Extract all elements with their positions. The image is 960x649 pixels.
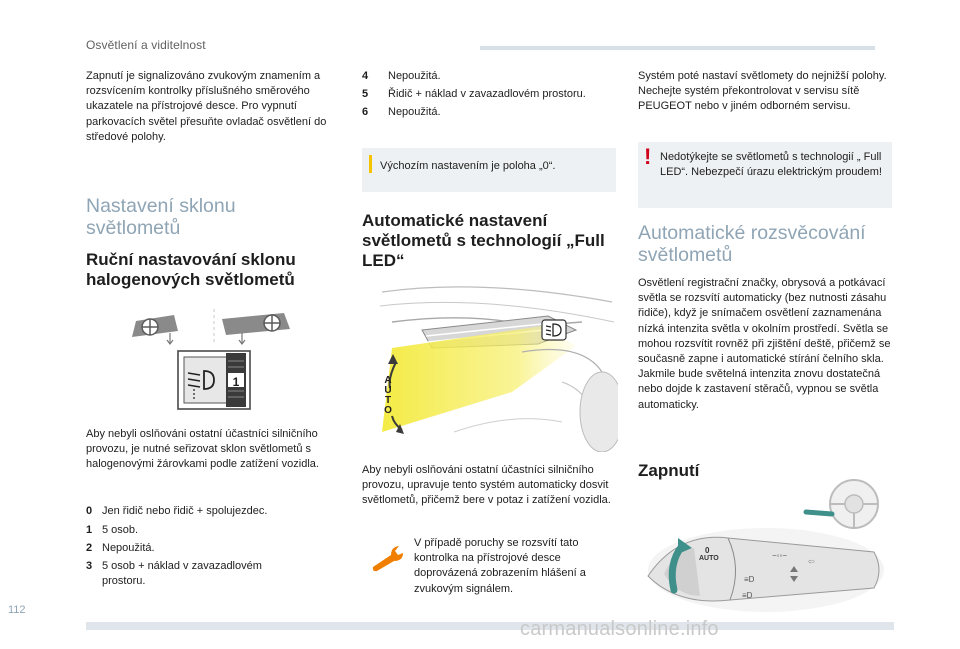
dial-value: 1 <box>232 375 240 389</box>
position-row <box>362 105 618 120</box>
header-title: Osvětlení a viditelnost <box>86 38 206 52</box>
position-text: 5 osob. <box>102 524 139 536</box>
info-box <box>362 148 616 192</box>
col1-subsection-title: Ruční nastavování sklonu halogenových světlometů <box>86 250 296 289</box>
col3-section-title: Automatické rozsvěcování světlometů <box>638 222 866 266</box>
wrench-icon <box>367 543 407 573</box>
col2-body: Aby nebyli oslňováni ostatní účastníci silničního provozu, upravuje tento systém automaticky dosvit světlometů, přičemž bere v potaz i zatížení vozidla. <box>362 464 611 507</box>
position-row <box>86 541 344 556</box>
position-text: Nepoužitá. <box>388 70 441 82</box>
position-number: 3 <box>86 560 93 572</box>
svg-text:≡D: ≡D <box>744 575 755 584</box>
fault-note: V případě poruchy se rozsvítí tato kontrolka na přístrojové desce doprovázená zobrazením hlášení a zvukovým signálem. <box>414 537 586 595</box>
col3-intro: Systém poté nastaví světlomety do nejnižší polohy. Nechejte systém překontrolovat v servisu sítě PEUGEOT nebo v jiném odborném servisu. <box>638 70 887 113</box>
col3-body: Osvětlení registrační značky, obrysová a potkávací světla se rozsvítí automaticky (bez nutnosti zásahu řidiče), když je snímačem osvětlení zaznamenána nízká intenzita světla v okolním prostředí. Světla se mohou rozsvítit rovněž při zjištění deště, přičemž se současně zapne i automatické stírání čelního skla. Jakmile bude světelná intenzita znovu dostatečná nebo dojde k zastavení stěračů, vypnou se světla automaticky. <box>638 277 891 411</box>
position-number: 2 <box>86 542 93 554</box>
col1-intro: Zapnutí je signalizováno zvukovým znamením a rozsvícením kontrolky příslušného směrového ukazatele na přístrojové desce. Pro vypnutí parkovacích světel přesuňte ovladač osvětlení do středové polohy. <box>86 70 327 143</box>
stalk-label-off: 0 <box>705 546 710 555</box>
svg-text:−◦◦−: −◦◦− <box>772 551 788 560</box>
page-number: 112 <box>8 604 26 616</box>
headlamp-leveling-illustration <box>130 305 300 411</box>
position-number: 1 <box>86 524 93 536</box>
stalk-label-auto: AUTO <box>699 555 719 562</box>
position-text: Nepoužitá. <box>388 106 441 118</box>
position-row <box>86 559 286 589</box>
position-text: Nepoužitá. <box>102 542 155 554</box>
col3-subsection-title: Zapnutí <box>638 461 700 480</box>
col1-body: Aby nebyli oslňováni ostatní účastníci silničního provozu, je nutné seřizovat sklon světlometů s halogenovými žárovkami podle zatížení vozidla. <box>86 428 319 471</box>
position-row <box>86 523 344 538</box>
position-number: 6 <box>362 106 369 118</box>
position-number: 0 <box>86 505 93 517</box>
position-text: Jen řidič nebo řidič + spolujezdec. <box>102 505 268 517</box>
position-row <box>362 69 618 84</box>
footer-rule <box>86 622 894 630</box>
lighting-stalk-illustration <box>638 478 894 614</box>
position-number: 4 <box>362 70 369 82</box>
warning-icon: ! <box>644 144 652 169</box>
header-rule <box>480 46 875 50</box>
position-text: 5 osob + náklad v zavazadlovém prostoru. <box>102 560 262 587</box>
watermark: carmanualsonline.info <box>520 618 719 640</box>
position-number: 5 <box>362 88 369 100</box>
col2-section-title: Automatické nastavení světlometů s technologií „Full LED“ <box>362 211 605 270</box>
position-text: Řidič + náklad v zavazadlovém prostoru. <box>388 88 586 100</box>
info-text: Výchozím nastavením je poloha „0“. <box>380 160 556 172</box>
warning-box <box>638 142 892 208</box>
info-icon <box>369 155 372 173</box>
position-row <box>86 504 344 519</box>
position-row <box>362 87 618 102</box>
auto-label: AUTO <box>384 375 392 416</box>
svg-text:≡D: ≡D <box>742 591 753 600</box>
warning-text: Nedotýkejte se světlometů s technologií „ Full LED“. Nebezpečí úrazu elektrickým proudem! <box>660 151 882 179</box>
full-led-headlamp-illustration <box>362 282 618 452</box>
col1-section-title: Nastavení sklonu světlometů <box>86 195 236 239</box>
svg-text:⇦: ⇦ <box>808 557 815 566</box>
